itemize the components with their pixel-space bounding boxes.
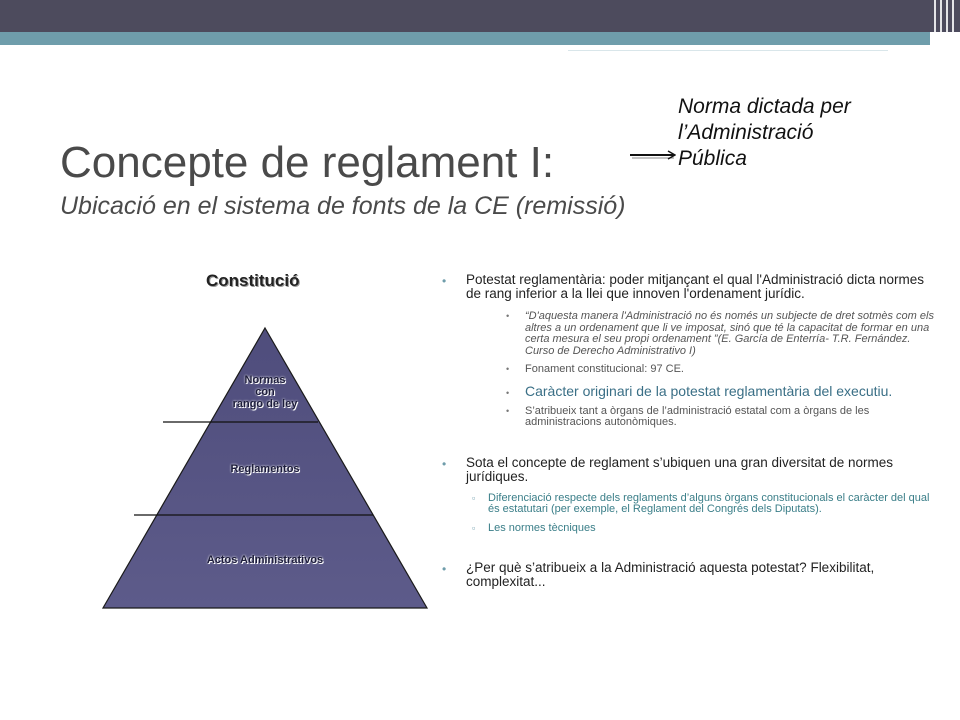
note-line: Norma dictada per [678, 95, 851, 118]
bullet-dot-icon: • [442, 274, 447, 288]
note-line: l’Administració [678, 121, 814, 144]
sub-bullet-item: • S’atribueix tant a òrgans de l’administració estatal com a òrgans de les administracions autonòmiques. [506, 404, 870, 428]
pyramid-level-regulations [205, 463, 325, 475]
slide-title: Concepte de reglament I: [60, 138, 555, 187]
sub-bullet-item: • Caràcter originari de la potestat reglamentària del executiu. [506, 382, 893, 399]
decor-line [568, 48, 888, 50]
bullet-item: • Potestat reglamentària: poder mitjançant el qual l'Administració dicta normes de rang inferior a la llei que innoven l'ordenament jurídic. [442, 272, 925, 301]
arrow-right-icon [630, 150, 676, 160]
note-line: Pública [678, 147, 747, 170]
bullet-dot-icon: • [442, 562, 447, 576]
sub-bullet-item: • “D'aquesta manera l'Administració no és només un subjecte de dret sotmès com els altres a un ordenament que li ve imposat, sinó que té la capacitat de formar en una certa mesura el seu propi ordenament ”(E. García de Enterría- T.R. Fernández. Curso de Derecho Administrativo I) [506, 310, 934, 357]
definition-note [678, 94, 918, 172]
square-bullet-icon: ▫ [472, 522, 476, 533]
pyramid-title: Constitució [206, 271, 300, 290]
slide-accent-band [0, 32, 930, 45]
pyramid-label-line: Reglamentos [230, 463, 300, 475]
bullet-dot-icon: • [506, 364, 510, 374]
slide-top-bar [0, 0, 960, 32]
sub-bullet-item: ▫ Diferenciació respecte dels reglaments d’alguns òrgans constitucionals el caràcter del qual és estatutari (per exemple, el Reglament del Congrés dels Diputats). [472, 491, 930, 515]
decor-line [0, 62, 775, 64]
slide-subtitle: Ubicació en el sistema de fonts de la CE (remissió) [60, 192, 626, 220]
pyramid-level-laws [215, 374, 315, 410]
corner-stripes [930, 0, 960, 58]
bullet-list [430, 273, 940, 599]
bullet-dot-icon: • [506, 311, 510, 321]
bullet-dot-icon: • [506, 387, 510, 398]
pyramid-level-acts [185, 554, 345, 566]
sub-bullet-item: • Fonament constitucional: 97 CE. [506, 363, 684, 375]
bullet-dot-icon: • [442, 456, 447, 471]
pyramid-label-line: rango de ley [232, 398, 298, 410]
bullet-item: • Sota el concepte de reglament s’ubiquen una gran diversitat de normes jurídiques. [442, 454, 894, 484]
pyramid-label-line: Normas [244, 374, 286, 386]
sub-bullet-item: ▫ Les normes tècniques [472, 521, 596, 534]
square-bullet-icon: ▫ [472, 492, 476, 503]
bullet-item: • ¿Per què s’atribueix a la Administració aquesta potestat? Flexibilitat, complexitat... [442, 560, 875, 589]
pyramid-label-line: con [255, 386, 275, 398]
bullet-dot-icon: • [506, 405, 510, 416]
pyramid-label-line: Actos Administrativos [206, 554, 324, 566]
